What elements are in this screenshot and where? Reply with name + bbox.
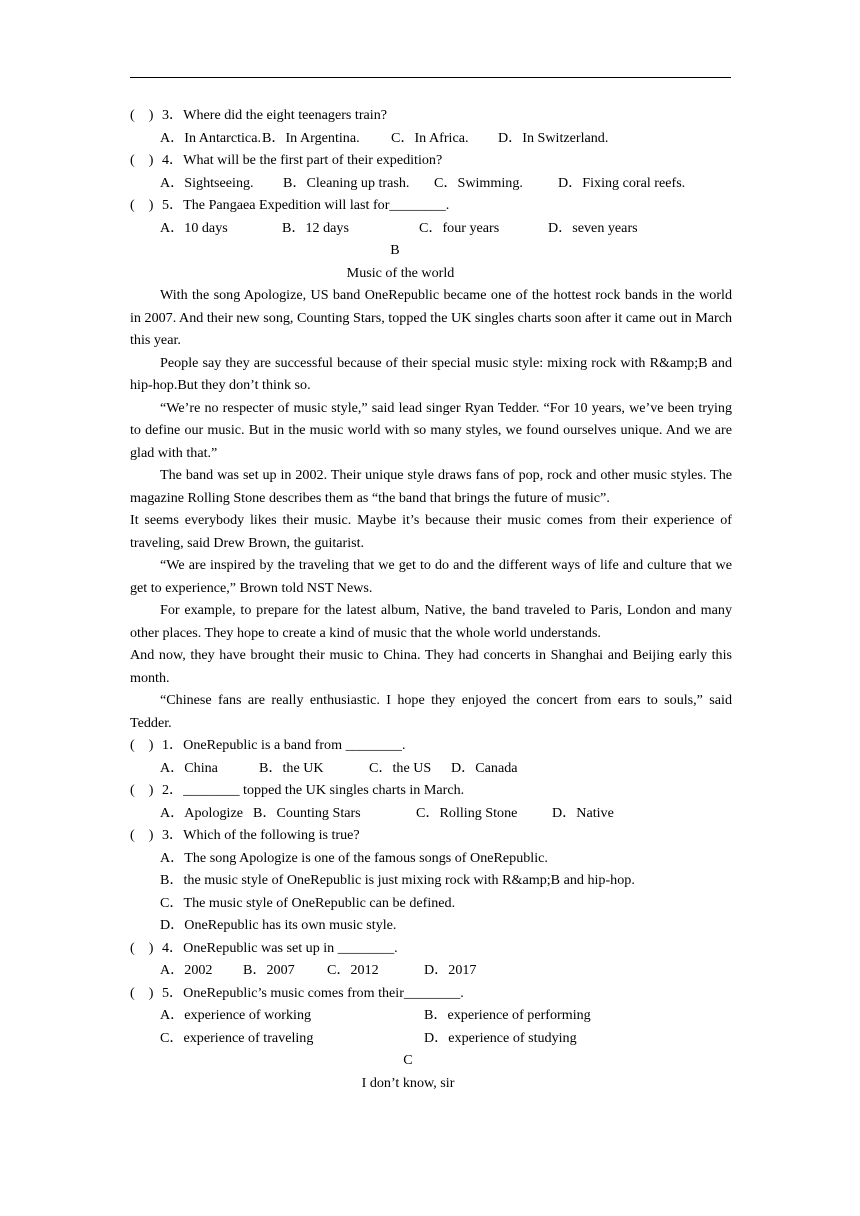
option-c: C．In Africa.: [391, 129, 469, 146]
paragraph-8: And now, they have brought their music to China. They had concerts in Shanghai and Beijing early this month.: [130, 647, 732, 686]
option-d: D．Canada: [451, 759, 518, 776]
section-b-title: Music of the world: [346, 264, 455, 281]
paragraph-6: “We are inspired by the traveling that we get to do and the different ways of life and culture that we get to experience,” Brown told NST News.: [130, 557, 732, 596]
options-a4: [130, 172, 732, 195]
answer-blank: ( ): [130, 939, 154, 956]
option-c: C．Swimming.: [434, 174, 523, 191]
paragraph-4: The band was set up in 2002. Their unique style draws fans of pop, rock and other music styles. The magazine Rolling Stone describes them as “the band that brings the future of music”.: [130, 467, 732, 506]
option-d: D．Fixing coral reefs.: [558, 174, 686, 191]
section-c-title: I don’t know, sir: [361, 1074, 455, 1091]
answer-blank: ( ): [130, 984, 154, 1001]
question-stem: 3．Where did the eight teenagers train?: [162, 107, 388, 123]
question-a3: [130, 104, 732, 127]
question-b2: [130, 779, 732, 802]
paragraph-3: “We’re no respecter of music style,” said lead singer Ryan Tedder. “For 10 years, we’ve been trying to define our music. But in the music world with so many styles, we found ourselves unique. And we are glad with that.”: [130, 399, 732, 461]
option-c: C．Rolling Stone: [416, 804, 518, 821]
paragraph-9: “Chinese fans are really enthusiastic. I hope they enjoyed the concert from ears to souls,” said Tedder.: [130, 692, 732, 731]
answer-blank: ( ): [130, 782, 154, 798]
option-d: D．2017: [424, 962, 477, 978]
option-d: D．seven years: [548, 219, 638, 236]
options-b1: [130, 757, 732, 780]
options-a5: [130, 217, 732, 240]
options-b2: [130, 802, 732, 825]
option-a: A．China: [160, 759, 218, 776]
answer-blank: ( ): [130, 107, 154, 123]
question-b1: [130, 734, 732, 757]
option-a: A．In Antarctica.: [160, 129, 261, 146]
paragraph-5: It seems everybody likes their music. Maybe it’s because their music comes from their experience of traveling, said Drew Brown, the guitarist.: [130, 512, 732, 551]
header-rule: [130, 77, 731, 78]
question-a4: [130, 149, 732, 172]
question-b3: [130, 824, 732, 847]
options-b4: [130, 959, 732, 982]
option-c: C．experience of traveling: [160, 1029, 314, 1046]
answer-blank: ( ): [130, 827, 154, 843]
option-a: A．The song Apologize is one of the famous songs of OneRepublic.: [160, 849, 548, 866]
question-stem: 1．OneRepublic is a band from ________.: [162, 737, 406, 753]
options-b5-row1: [130, 1004, 732, 1027]
option-c: C．the US: [369, 759, 432, 776]
section-b-letter: B: [390, 242, 400, 258]
options-a3: [130, 127, 732, 150]
answer-blank: ( ): [130, 197, 154, 213]
option-c: C．The music style of OneRepublic can be defined.: [160, 894, 456, 911]
option-d: D．OneRepublic has its own music style.: [160, 917, 397, 933]
option-a: A．Apologize: [160, 804, 243, 821]
question-b5: [130, 982, 732, 1005]
option-c: C．2012: [327, 962, 379, 978]
question-stem: 5．OneRepublic’s music comes from their________.: [162, 984, 464, 1001]
option-d: D．experience of studying: [424, 1029, 577, 1046]
option-b: B．12 days: [282, 219, 349, 236]
option-a: A．Sightseeing.: [160, 174, 254, 191]
section-c-letter: C: [403, 1052, 413, 1068]
question-stem: 5．The Pangaea Expedition will last for________.: [162, 197, 450, 213]
option-a: A．2002: [160, 962, 213, 978]
option-b: B．the UK: [259, 759, 324, 776]
question-stem: 2．________ topped the UK singles charts in March.: [162, 782, 465, 798]
option-b: B．experience of performing: [424, 1007, 591, 1023]
option-d: D．In Switzerland.: [498, 129, 609, 146]
option-b: B．the music style of OneRepublic is just mixing rock with R&amp;B and hip-hop.: [160, 872, 635, 888]
question-b4: [130, 937, 732, 960]
answer-blank: ( ): [130, 152, 154, 168]
option-b: B．Counting Stars: [253, 804, 361, 821]
option-b: B．Cleaning up trash.: [283, 174, 410, 191]
paragraph-2: People say they are successful because of their special music style: mixing rock with R&amp;B and hip-hop.But they don’t think so.: [130, 354, 732, 393]
answer-blank: ( ): [130, 737, 154, 753]
paragraph-1: With the song Apologize, US band OneRepublic became one of the hottest rock bands in the world in 2007. And their new song, Counting Stars, topped the UK singles charts soon after it came out in March this year.: [130, 287, 732, 348]
option-c: C．four years: [419, 219, 500, 236]
question-a5: [130, 194, 732, 217]
option-a: A．experience of working: [160, 1007, 312, 1023]
paragraph-7: For example, to prepare for the latest album, Native, the band traveled to Paris, London and many other places. They hope to create a kind of music that the whole world understands.: [130, 602, 732, 641]
option-d: D．Native: [552, 804, 614, 821]
question-stem: 3．Which of the following is true?: [162, 827, 360, 843]
option-b: B．In Argentina.: [262, 129, 360, 146]
question-stem: 4．What will be the first part of their expedition?: [162, 152, 443, 168]
options-b5-row2: [130, 1027, 732, 1050]
question-stem: 4．OneRepublic was set up in ________.: [162, 939, 398, 956]
page-content: [130, 104, 732, 1094]
option-a: A．10 days: [160, 219, 228, 236]
option-b: B．2007: [243, 962, 295, 978]
